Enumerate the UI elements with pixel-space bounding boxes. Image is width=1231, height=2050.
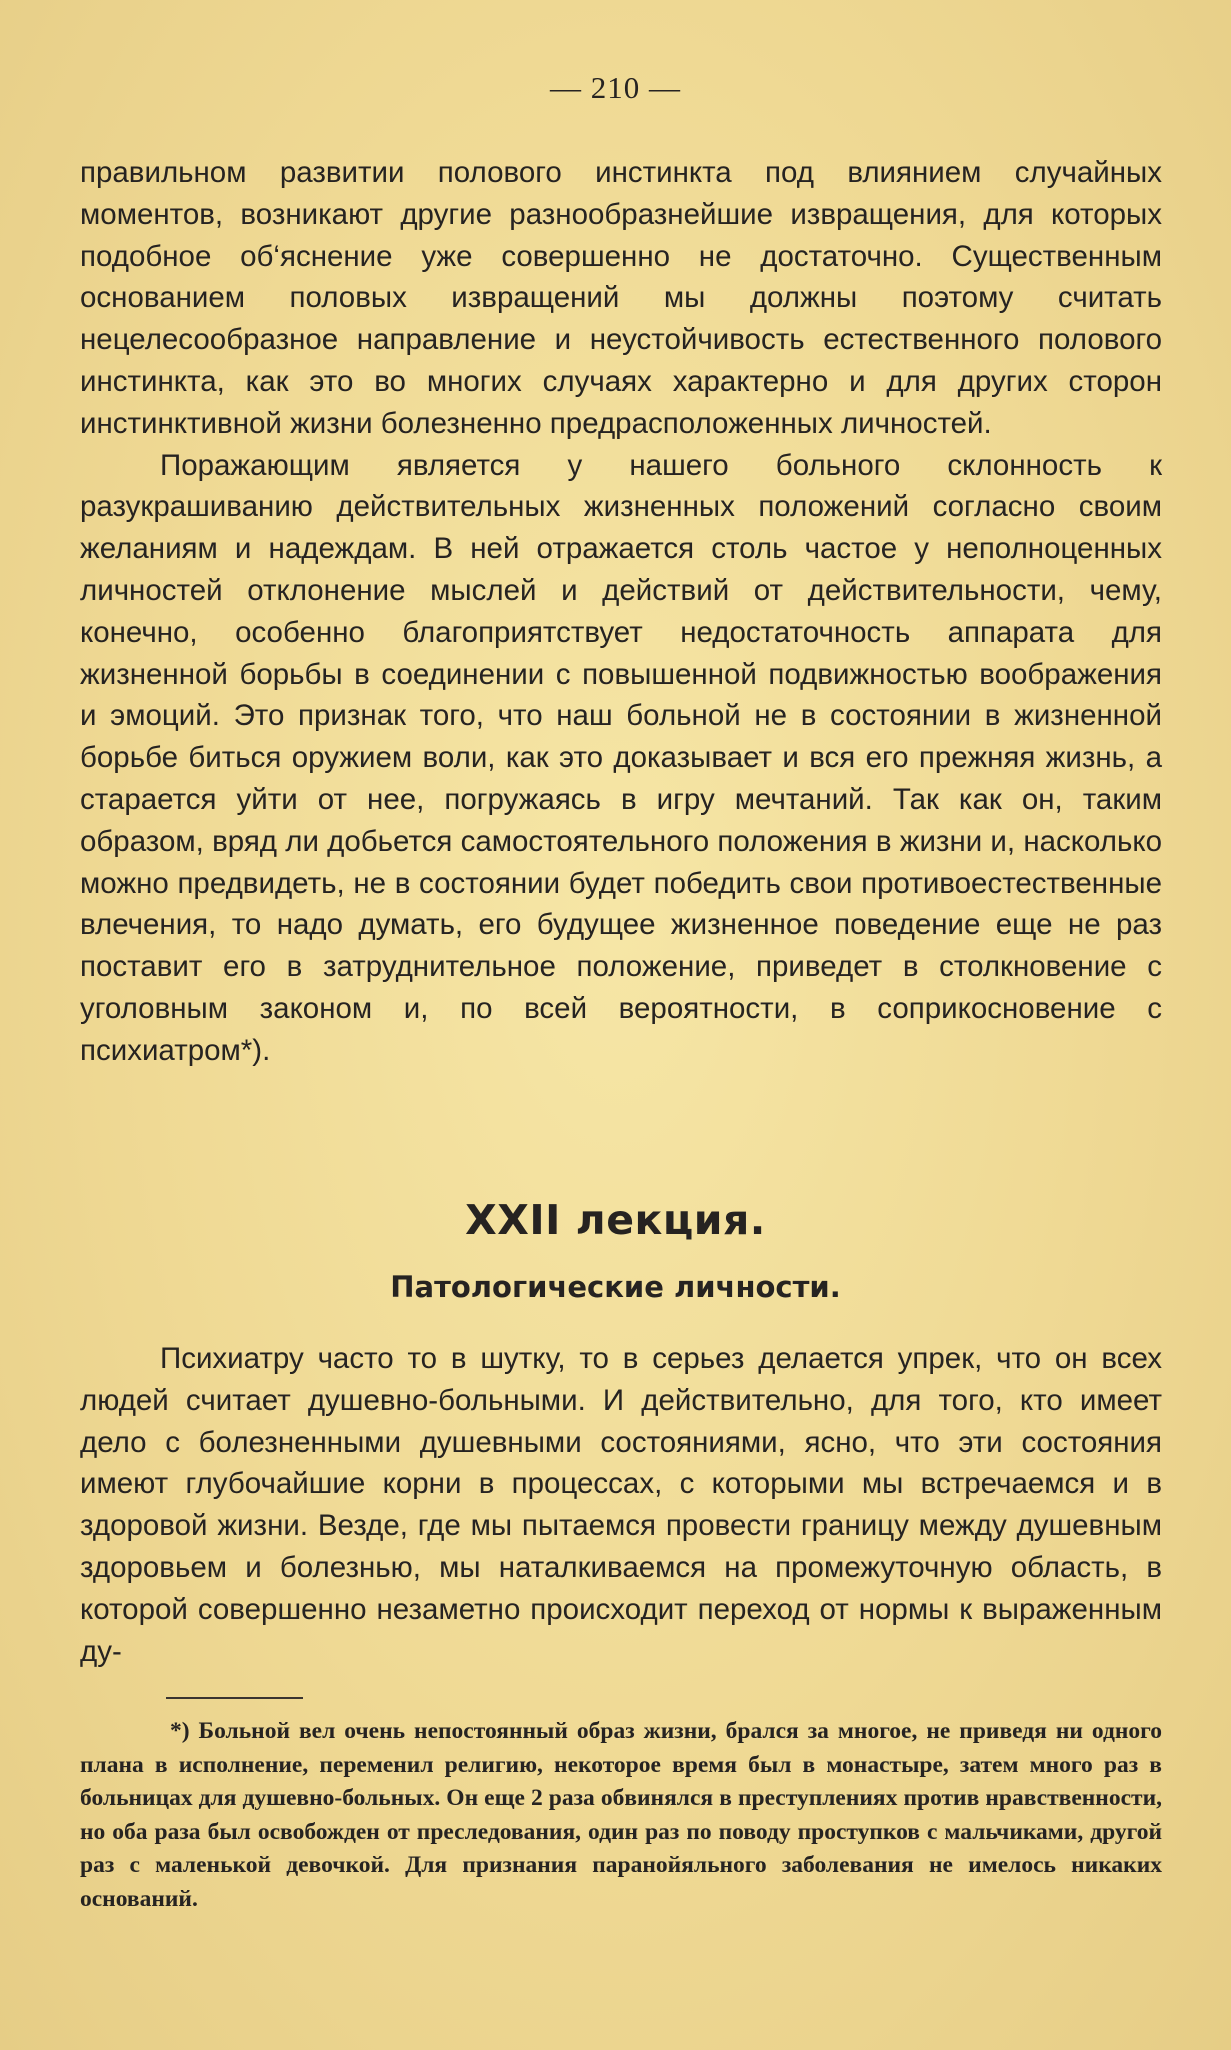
paragraph-patient-fantasy: Поражающим является у нашего больного склонность к разукрашиванию действительных жизненных положений согласно своим желаниям и надеждам. В ней отражается столь частое у неполноценных личностей отклонение мыслей и действий от действительности, чему, конечно, особенно благоприятствует недостаточность аппарата для жизненной борьбы в соединении с повышенной подвижностью воображения и эмоций. Это признак того, что наш больной не в состоянии в жизненной борьбе биться оружием воли, как это доказывает и вся его прежняя жизнь, а старается уйти от нее, погружаясь в игру мечтаний. Так как он, таким образом, вряд ли добьется самостоятельного положения в жизни и, насколько можно предвидеть, не в состоянии будет победить свои противоестественные влечения, то надо думать, его будущее жизненное поведение еще не раз поставит его в затруднительное положение, приведет в столкновение с уголовным законом и, по всей вероятности, в соприкосновение с психиатром*). <box>80 448 1162 1067</box>
paragraph-lecture-intro: Психиатру часто то в шутку, то в серьез делается упрек, что он всех людей считает душевно-больными. И действительно, для того, кто имеет дело с болезненными душевными состояниями, ясно, что эти состояния имеют глубочайшие корни в процессах, с которыми мы встречаемся и в здоровой жизни. Везде, где мы пытаемся провести границу между душевным здоровьем и болезнью, мы наталкиваемся на промежуточную область, в которой совершенно незаметно происходит переход от нормы к выраженным ду- <box>80 1342 1162 1668</box>
lecture-title: XXII лекция. <box>465 1196 766 1244</box>
page-number: — 210 — <box>550 70 681 105</box>
footnote-divider <box>166 1697 303 1699</box>
lecture-subtitle: Патологические личности. <box>390 1270 841 1304</box>
text-block-top <box>80 152 1162 1072</box>
footnote: *) Больной вел очень непостоянный образ жизни, брался за многое, не приведя ни одного плана в исполнение, переменил религию, некоторое время был в монастыре, затем много раз в больницах для душевно-больных. Он еще 2 раза обвинялся в преступлениях против нравственности, но оба раза был освобожден от преследования, один раз по поводу проступков с мальчиками, другой раз с маленькой девочкой. Для признания паранойяльного заболевания не имелось никаких оснований. <box>80 1718 1162 1912</box>
paragraph-continuation: правильном развитии полового инстинкта под влиянием случайных моментов, возникают другие разнообразнейшие извращения, для которых подобное об‘яснение уже совершенно не достаточно. Существенным основанием половых извращений мы должны поэтому считать нецелесообразное направление и неустойчивость естественного полового инстинкта, как это во многих случаях характерно и для других сторон инстинктивной жизни болезненно предрасположенных личностей. <box>80 156 1162 440</box>
text-block-lecture <box>80 1338 1162 1672</box>
